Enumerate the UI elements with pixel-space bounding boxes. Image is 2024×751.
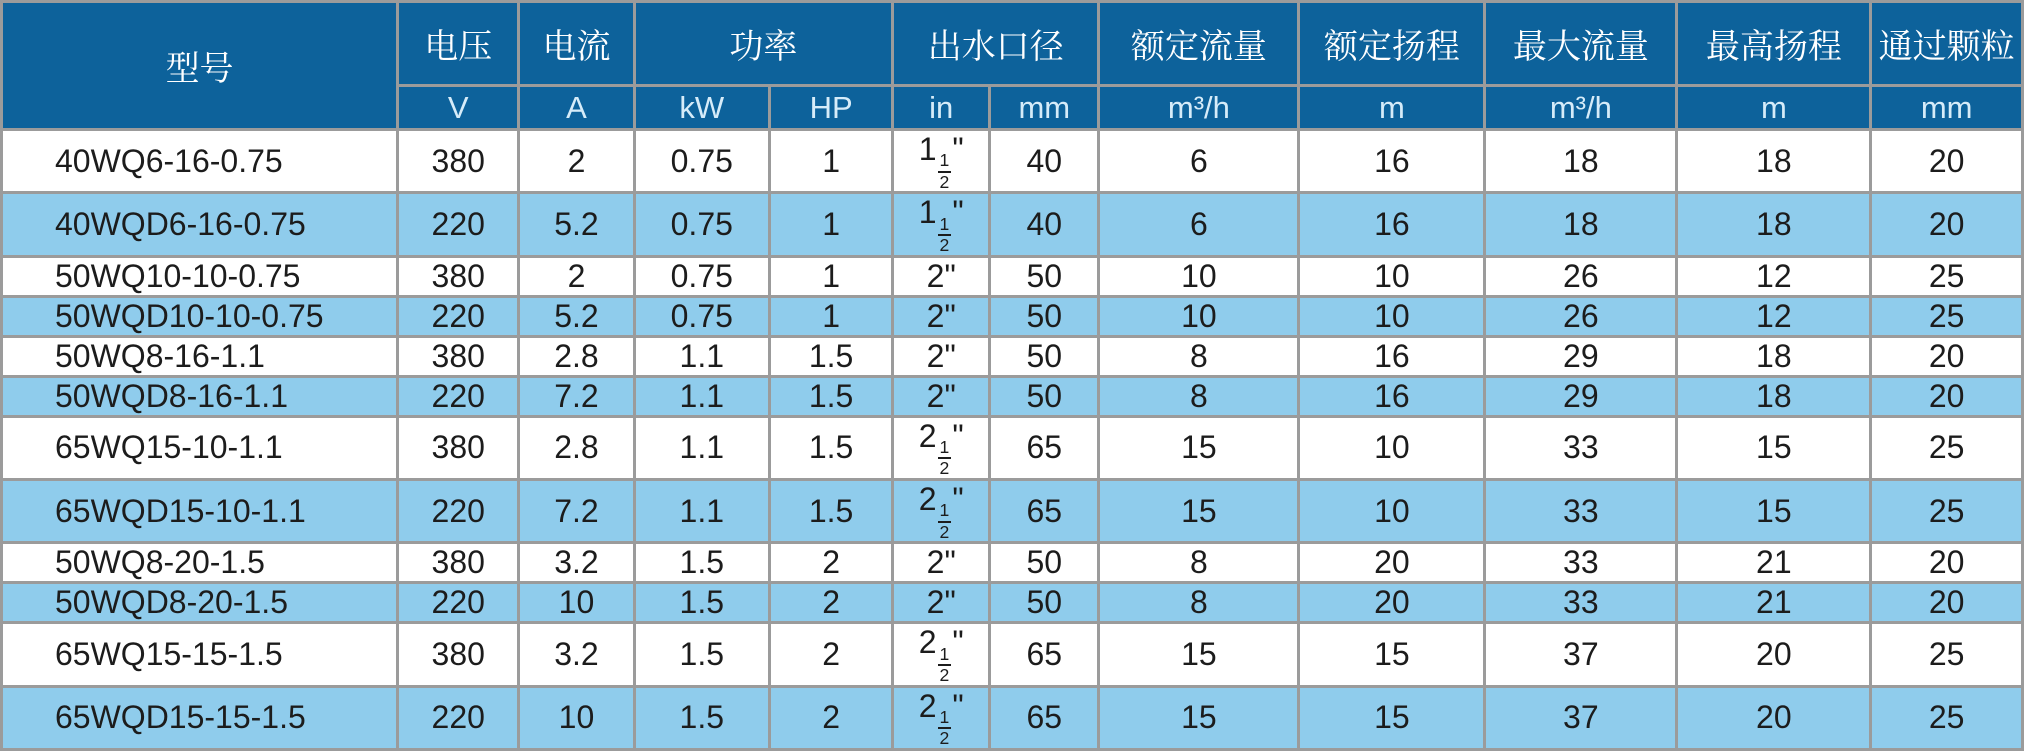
table-row (2, 256, 2023, 296)
cell-particle-mm: 25 (1871, 256, 2023, 296)
cell-voltage-v: 380 (398, 416, 519, 479)
cell-max-flow-m3h: 33 (1485, 480, 1677, 543)
table-row (2, 543, 2023, 583)
table-row (2, 336, 2023, 376)
cell-power-hp: 2 (769, 623, 892, 686)
col-header-rated-flow: 额定流量 (1099, 2, 1299, 86)
col-header-voltage: 电压 (398, 2, 519, 86)
cell-outlet-in: 2" (893, 543, 990, 583)
cell-power-kw: 1.1 (634, 480, 769, 543)
cell-voltage-v: 380 (398, 543, 519, 583)
col-header-max-flow: 最大流量 (1485, 2, 1677, 86)
unit-power-hp: HP (769, 86, 892, 130)
cell-current-a: 5.2 (519, 193, 634, 256)
cell-power-kw: 0.75 (634, 130, 769, 193)
col-header-rated-head: 额定扬程 (1299, 2, 1485, 86)
cell-rated-flow-m3h: 10 (1099, 296, 1299, 336)
cell-current-a: 3.2 (519, 623, 634, 686)
cell-power-hp: 1.5 (769, 376, 892, 416)
cell-outlet-in: 2 $\frac{1}{2}$ " (893, 416, 990, 479)
cell-max-head-m: 18 (1677, 193, 1871, 256)
cell-model: 65WQ15-15-1.5 (2, 623, 398, 686)
cell-voltage-v: 220 (398, 583, 519, 623)
cell-current-a: 2 (519, 256, 634, 296)
cell-outlet-mm: 65 (990, 686, 1099, 749)
cell-rated-flow-m3h: 8 (1099, 336, 1299, 376)
cell-max-head-m: 21 (1677, 543, 1871, 583)
unit-max-head: m (1677, 86, 1871, 130)
cell-outlet-in: 2 $\frac{1}{2}$ " (893, 480, 990, 543)
cell-particle-mm: 20 (1871, 336, 2023, 376)
cell-rated-head-m: 10 (1299, 256, 1485, 296)
cell-power-kw: 0.75 (634, 296, 769, 336)
cell-outlet-mm: 65 (990, 416, 1099, 479)
cell-particle-mm: 20 (1871, 376, 2023, 416)
cell-rated-flow-m3h: 6 (1099, 193, 1299, 256)
cell-outlet-in: 2" (893, 296, 990, 336)
cell-current-a: 10 (519, 583, 634, 623)
cell-model: 65WQ15-10-1.1 (2, 416, 398, 479)
cell-outlet-mm: 40 (990, 130, 1099, 193)
table-row (2, 416, 2023, 479)
cell-particle-mm: 20 (1871, 130, 2023, 193)
table-row (2, 130, 2023, 193)
cell-voltage-v: 220 (398, 296, 519, 336)
cell-power-kw: 1.5 (634, 686, 769, 749)
cell-model: 50WQD10-10-0.75 (2, 296, 398, 336)
cell-max-head-m: 12 (1677, 256, 1871, 296)
cell-max-flow-m3h: 33 (1485, 416, 1677, 479)
cell-rated-head-m: 10 (1299, 296, 1485, 336)
unit-current: A (519, 86, 634, 130)
cell-max-flow-m3h: 33 (1485, 583, 1677, 623)
table-row (2, 296, 2023, 336)
table-row (2, 193, 2023, 256)
unit-rated-head: m (1299, 86, 1485, 130)
cell-outlet-mm: 50 (990, 256, 1099, 296)
cell-rated-flow-m3h: 10 (1099, 256, 1299, 296)
cell-power-hp: 1.5 (769, 480, 892, 543)
cell-outlet-in: 2" (893, 376, 990, 416)
cell-max-head-m: 18 (1677, 130, 1871, 193)
inch-fraction: $\frac{1}{2}$ (939, 643, 950, 686)
col-header-max-head: 最高扬程 (1677, 2, 1871, 86)
cell-outlet-mm: 50 (990, 376, 1099, 416)
cell-particle-mm: 20 (1871, 543, 2023, 583)
cell-model: 40WQD6-16-0.75 (2, 193, 398, 256)
cell-model: 50WQD8-16-1.1 (2, 376, 398, 416)
cell-power-hp: 1 (769, 256, 892, 296)
inch-fraction: $\frac{1}{2}$ (939, 213, 950, 256)
unit-particle: mm (1871, 86, 2023, 130)
cell-current-a: 10 (519, 686, 634, 749)
unit-power-kw: kW (634, 86, 769, 130)
cell-power-hp: 2 (769, 583, 892, 623)
cell-rated-flow-m3h: 15 (1099, 480, 1299, 543)
cell-particle-mm: 20 (1871, 193, 2023, 256)
cell-voltage-v: 220 (398, 480, 519, 543)
cell-voltage-v: 220 (398, 686, 519, 749)
cell-model: 40WQ6-16-0.75 (2, 130, 398, 193)
cell-rated-head-m: 20 (1299, 583, 1485, 623)
cell-model: 50WQ8-20-1.5 (2, 543, 398, 583)
cell-rated-flow-m3h: 15 (1099, 623, 1299, 686)
cell-rated-head-m: 16 (1299, 376, 1485, 416)
cell-outlet-in: 1 $\frac{1}{2}$ " (893, 193, 990, 256)
cell-particle-mm: 25 (1871, 686, 2023, 749)
cell-outlet-mm: 50 (990, 543, 1099, 583)
unit-rated-flow: m³/h (1099, 86, 1299, 130)
cell-voltage-v: 380 (398, 623, 519, 686)
cell-voltage-v: 380 (398, 336, 519, 376)
cell-outlet-in: 2" (893, 583, 990, 623)
cell-outlet-mm: 50 (990, 583, 1099, 623)
header-row-main (2, 2, 2023, 86)
cell-max-flow-m3h: 26 (1485, 256, 1677, 296)
cell-outlet-mm: 65 (990, 480, 1099, 543)
cell-power-kw: 1.5 (634, 623, 769, 686)
cell-power-kw: 1.1 (634, 336, 769, 376)
cell-power-hp: 1.5 (769, 416, 892, 479)
inch-fraction: $\frac{1}{2}$ (939, 436, 950, 479)
cell-max-flow-m3h: 37 (1485, 623, 1677, 686)
cell-rated-head-m: 10 (1299, 416, 1485, 479)
cell-current-a: 2.8 (519, 336, 634, 376)
cell-rated-flow-m3h: 8 (1099, 583, 1299, 623)
cell-outlet-in: 2 $\frac{1}{2}$ " (893, 686, 990, 749)
cell-current-a: 5.2 (519, 296, 634, 336)
cell-max-flow-m3h: 18 (1485, 130, 1677, 193)
cell-max-head-m: 15 (1677, 416, 1871, 479)
cell-voltage-v: 220 (398, 193, 519, 256)
cell-voltage-v: 380 (398, 256, 519, 296)
cell-rated-head-m: 15 (1299, 623, 1485, 686)
cell-max-flow-m3h: 37 (1485, 686, 1677, 749)
table-row (2, 686, 2023, 749)
table-row (2, 623, 2023, 686)
col-header-outlet: 出水口径 (893, 2, 1099, 86)
cell-model: 65WQD15-10-1.1 (2, 480, 398, 543)
inch-fraction: $\frac{1}{2}$ (939, 706, 950, 749)
cell-rated-head-m: 15 (1299, 686, 1485, 749)
table-body (2, 130, 2023, 750)
cell-model: 50WQ10-10-0.75 (2, 256, 398, 296)
cell-power-hp: 1 (769, 296, 892, 336)
table-row (2, 583, 2023, 623)
table-header (2, 2, 2023, 130)
cell-power-hp: 2 (769, 543, 892, 583)
cell-power-kw: 1.1 (634, 416, 769, 479)
cell-max-flow-m3h: 33 (1485, 543, 1677, 583)
cell-max-flow-m3h: 29 (1485, 336, 1677, 376)
cell-rated-head-m: 16 (1299, 336, 1485, 376)
cell-rated-head-m: 16 (1299, 193, 1485, 256)
cell-max-flow-m3h: 29 (1485, 376, 1677, 416)
cell-outlet-in: 2" (893, 256, 990, 296)
unit-outlet-mm: mm (990, 86, 1099, 130)
cell-power-kw: 1.1 (634, 376, 769, 416)
cell-power-hp: 1 (769, 193, 892, 256)
cell-rated-flow-m3h: 6 (1099, 130, 1299, 193)
cell-power-hp: 1 (769, 130, 892, 193)
cell-outlet-in: 2 $\frac{1}{2}$ " (893, 623, 990, 686)
cell-outlet-in: 2" (893, 336, 990, 376)
cell-particle-mm: 25 (1871, 416, 2023, 479)
cell-max-head-m: 15 (1677, 480, 1871, 543)
unit-outlet-in: in (893, 86, 990, 130)
cell-max-head-m: 18 (1677, 376, 1871, 416)
cell-model: 50WQ8-16-1.1 (2, 336, 398, 376)
cell-current-a: 2.8 (519, 416, 634, 479)
cell-power-kw: 0.75 (634, 193, 769, 256)
cell-max-head-m: 21 (1677, 583, 1871, 623)
cell-max-flow-m3h: 26 (1485, 296, 1677, 336)
cell-model: 50WQD8-20-1.5 (2, 583, 398, 623)
unit-max-flow: m³/h (1485, 86, 1677, 130)
cell-outlet-mm: 40 (990, 193, 1099, 256)
cell-model: 65WQD15-15-1.5 (2, 686, 398, 749)
cell-power-hp: 2 (769, 686, 892, 749)
cell-voltage-v: 380 (398, 130, 519, 193)
cell-max-head-m: 20 (1677, 623, 1871, 686)
cell-current-a: 7.2 (519, 480, 634, 543)
unit-voltage: V (398, 86, 519, 130)
cell-particle-mm: 20 (1871, 583, 2023, 623)
cell-particle-mm: 25 (1871, 296, 2023, 336)
cell-rated-head-m: 16 (1299, 130, 1485, 193)
cell-current-a: 3.2 (519, 543, 634, 583)
cell-power-kw: 1.5 (634, 543, 769, 583)
inch-fraction: $\frac{1}{2}$ (939, 500, 950, 542)
cell-rated-head-m: 10 (1299, 480, 1485, 543)
cell-rated-flow-m3h: 15 (1099, 686, 1299, 749)
cell-particle-mm: 25 (1871, 623, 2023, 686)
cell-max-flow-m3h: 18 (1485, 193, 1677, 256)
col-header-model: 型号 (2, 2, 398, 130)
col-header-particle: 通过颗粒 (1871, 2, 2023, 86)
cell-max-head-m: 12 (1677, 296, 1871, 336)
col-header-current: 电流 (519, 2, 634, 86)
table-row (2, 480, 2023, 543)
cell-current-a: 2 (519, 130, 634, 193)
cell-power-hp: 1.5 (769, 336, 892, 376)
col-header-power: 功率 (634, 2, 893, 86)
cell-rated-flow-m3h: 8 (1099, 543, 1299, 583)
cell-max-head-m: 18 (1677, 336, 1871, 376)
cell-power-kw: 1.5 (634, 583, 769, 623)
cell-outlet-mm: 50 (990, 336, 1099, 376)
cell-outlet-in: 1 $\frac{1}{2}$ " (893, 130, 990, 193)
inch-fraction: $\frac{1}{2}$ (939, 150, 950, 192)
cell-rated-head-m: 20 (1299, 543, 1485, 583)
cell-rated-flow-m3h: 8 (1099, 376, 1299, 416)
cell-outlet-mm: 65 (990, 623, 1099, 686)
table-row (2, 376, 2023, 416)
cell-max-head-m: 20 (1677, 686, 1871, 749)
cell-power-kw: 0.75 (634, 256, 769, 296)
cell-outlet-mm: 50 (990, 296, 1099, 336)
cell-voltage-v: 220 (398, 376, 519, 416)
cell-particle-mm: 25 (1871, 480, 2023, 543)
cell-current-a: 7.2 (519, 376, 634, 416)
cell-rated-flow-m3h: 15 (1099, 416, 1299, 479)
